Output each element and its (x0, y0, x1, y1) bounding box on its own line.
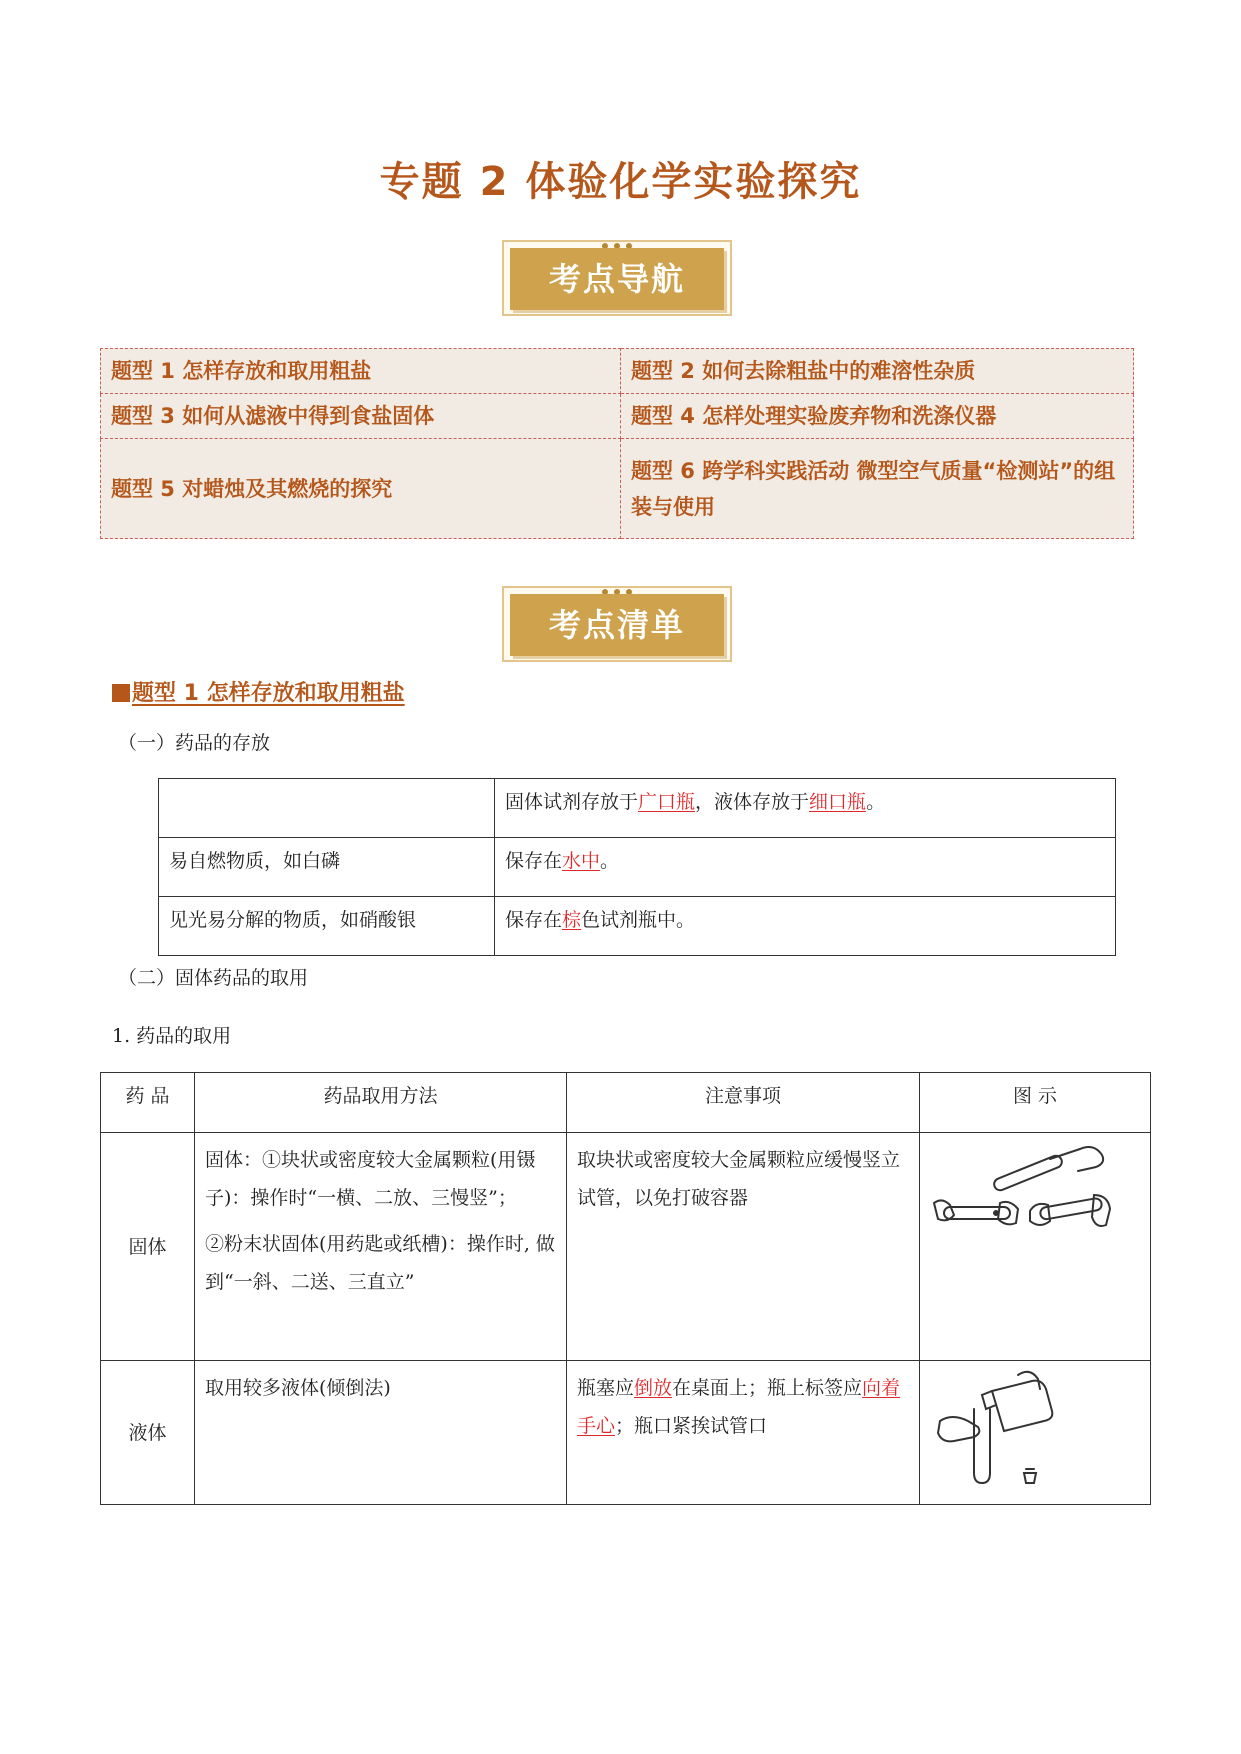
text: 固体试剂存放于 (505, 791, 639, 813)
nav-item-4[interactable]: 题型 4 怎样处理实验废弃物和洗涤仪器 (621, 394, 1134, 439)
header-cell: 注意事项 (567, 1073, 920, 1133)
text: 。 (866, 791, 886, 813)
checklist-badge (500, 580, 734, 664)
topic-nav-table (100, 348, 1134, 539)
badge-label: 考点导航 (510, 248, 724, 310)
tweezers-test-tube-illustration (930, 1141, 1120, 1251)
nav-item-6[interactable]: 题型 6 跨学科实践活动 微型空气质量“检测站”的组装与使用 (621, 439, 1134, 539)
table-row (101, 1133, 1151, 1361)
illustration-cell (920, 1133, 1151, 1361)
table-row (159, 838, 1116, 897)
drug-type: 固体 (101, 1133, 195, 1361)
text: ；瓶口紧挨试管口 (615, 1415, 768, 1437)
drug-taking-table (100, 1072, 1151, 1505)
page-title: 专题 2 体验化学实验探究 (379, 159, 862, 205)
pouring-liquid-illustration (930, 1369, 1060, 1493)
table-header-row (101, 1073, 1151, 1133)
table-row (101, 1361, 1151, 1505)
nav-item-1[interactable]: 题型 1 怎样存放和取用粗盐 (101, 349, 621, 394)
text: 瓶塞应 (577, 1377, 635, 1399)
method-cell (195, 1133, 567, 1361)
storage-rule (495, 897, 1116, 956)
storage-table (158, 778, 1116, 956)
text: 在桌面上；瓶上标签应 (672, 1377, 863, 1399)
answer-blank: 向着手心 (577, 1377, 901, 1437)
answer-blank: 棕 (562, 909, 582, 931)
illustration-cell (920, 1361, 1151, 1505)
section-heading (112, 676, 405, 707)
subheading-drug-taking: 1. 药品的取用 (112, 1025, 232, 1047)
nav-item-3[interactable]: 题型 3 如何从滤液中得到食盐固体 (101, 394, 621, 439)
answer-blank: 水中 (562, 850, 601, 872)
text: 色试剂瓶中。 (581, 909, 696, 931)
method-text: ②粉末状固体(用药匙或纸槽)：操作时, 做到“一斜、二送、三直立” (205, 1233, 555, 1293)
answer-blank: 广口瓶 (638, 791, 696, 813)
note-cell (567, 1361, 920, 1505)
answer-blank: 倒放 (634, 1377, 673, 1399)
nav-item-5[interactable]: 题型 5 对蜡烛及其燃烧的探究 (101, 439, 621, 539)
text: 保存在 (505, 909, 563, 931)
section-marker-icon (112, 684, 130, 702)
nav-badge (500, 234, 734, 318)
table-row (159, 897, 1116, 956)
text: 保存在 (505, 850, 563, 872)
method-text: 固体：①块状或密度较大金属颗粒(用镊子)：操作时“一横、二放、三慢竖”； (205, 1149, 536, 1209)
text: 。 (600, 850, 620, 872)
subheading-storage: （一）药品的存放 (118, 732, 271, 754)
answer-blank: 细口瓶 (809, 791, 867, 813)
storage-rule (495, 838, 1116, 897)
storage-item: 易自燃物质，如白磷 (159, 838, 495, 897)
header-cell: 药品取用方法 (195, 1073, 567, 1133)
header-cell: 药 品 (101, 1073, 195, 1133)
note-cell: 取块状或密度较大金属颗粒应缓慢竖立试管，以免打破容器 (567, 1133, 920, 1361)
text: ，液体存放于 (695, 791, 810, 813)
storage-rule (495, 779, 1116, 838)
badge-label: 考点清单 (510, 594, 724, 656)
method-cell: 取用较多液体(倾倒法) (195, 1361, 567, 1505)
nav-item-2[interactable]: 题型 2 如何去除粗盐中的难溶性杂质 (621, 349, 1134, 394)
section-heading-text: 题型 1 怎样存放和取用粗盐 (132, 681, 405, 706)
header-cell: 图 示 (920, 1073, 1151, 1133)
storage-item: 见光易分解的物质，如硝酸银 (159, 897, 495, 956)
subheading-taking: （二）固体药品的取用 (118, 967, 309, 989)
storage-item (159, 779, 495, 838)
table-row (159, 779, 1116, 838)
drug-type: 液体 (101, 1361, 195, 1505)
